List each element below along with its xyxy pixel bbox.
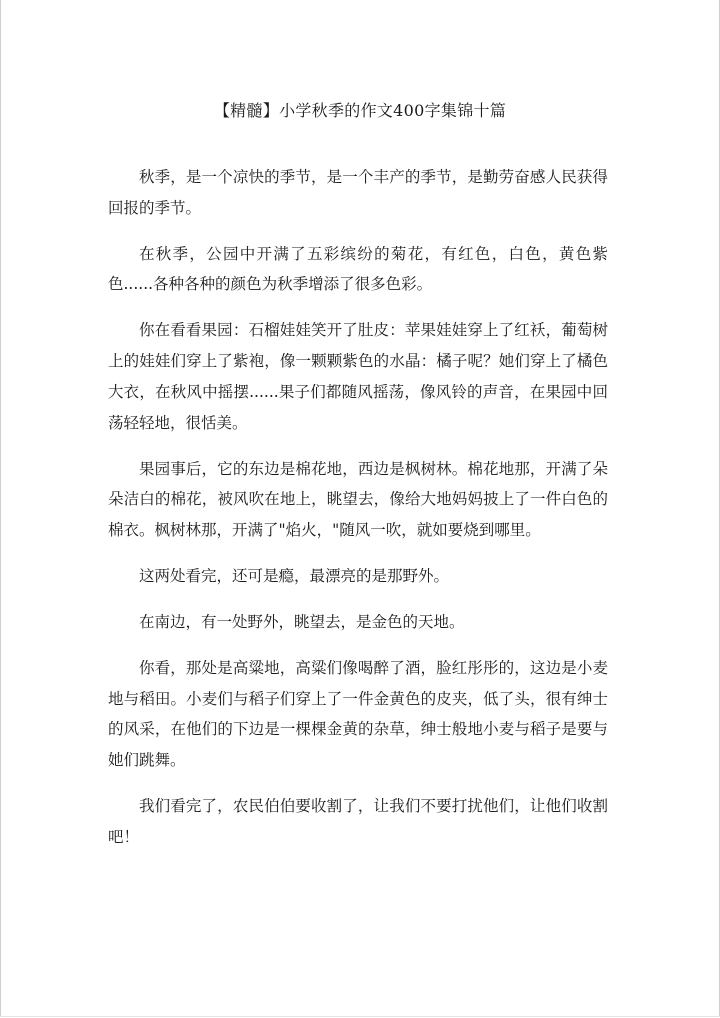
paragraph-7: 你看，那处是高粱地，高粱们像喝醉了酒，脸红彤彤的，这边是小麦地与稻田。小麦们与稻子们穿上了一件金黄色的皮夹，低了头，很有绅士的风采，在他们的下边是一棵棵金黄的杂草，绅士般地小麦与稻子是要与她们跳舞。 bbox=[108, 658, 608, 770]
document-body bbox=[108, 162, 608, 868]
paragraph-2: 在秋季，公园中开满了五彩缤纷的菊花，有红色，白色，黄色紫色......各种各种的颜色为秋季增添了很多色彩。 bbox=[108, 244, 608, 294]
paragraph-1: 秋季，是一个凉快的季节，是一个丰产的季节，是勤劳奋感人民获得回报的季节。 bbox=[108, 168, 608, 217]
paragraph-8: 我们看完了，农民伯伯要收割了，让我们不要打扰他们，让他们收割吧！ bbox=[108, 797, 608, 846]
paragraph-6: 在南边，有一处野外，眺望去，是金色的天地。 bbox=[139, 612, 465, 631]
paragraph-5: 这两处看完，还可是瘾，最漂亮的是那野外。 bbox=[139, 566, 450, 585]
document-title: 【精髓】小学秋季的作文400字集锦十篇 bbox=[213, 101, 507, 120]
paragraph-4: 果园事后，它的东边是棉花地，西边是枫树林。棉花地那，开满了朵朵洁白的棉花，被风吹在地上，眺望去，像给大地妈妈披上了一件白色的棉衣。枫树林那，开满了"焰火，"随风一吹，就如要烧到哪里。 bbox=[108, 459, 608, 539]
paragraph-3: 你在看看果园：石榴娃娃笑开了肚皮：苹果娃娃穿上了红袄，葡萄树上的娃娃们穿上了紫袍，像一颗颗紫色的水晶：橘子呢？她们穿上了橘色大衣，在秋风中摇摆......果子们都随风摇荡，像风铃的声音，在果园中回荡轻轻地，很恬美。 bbox=[108, 321, 608, 432]
